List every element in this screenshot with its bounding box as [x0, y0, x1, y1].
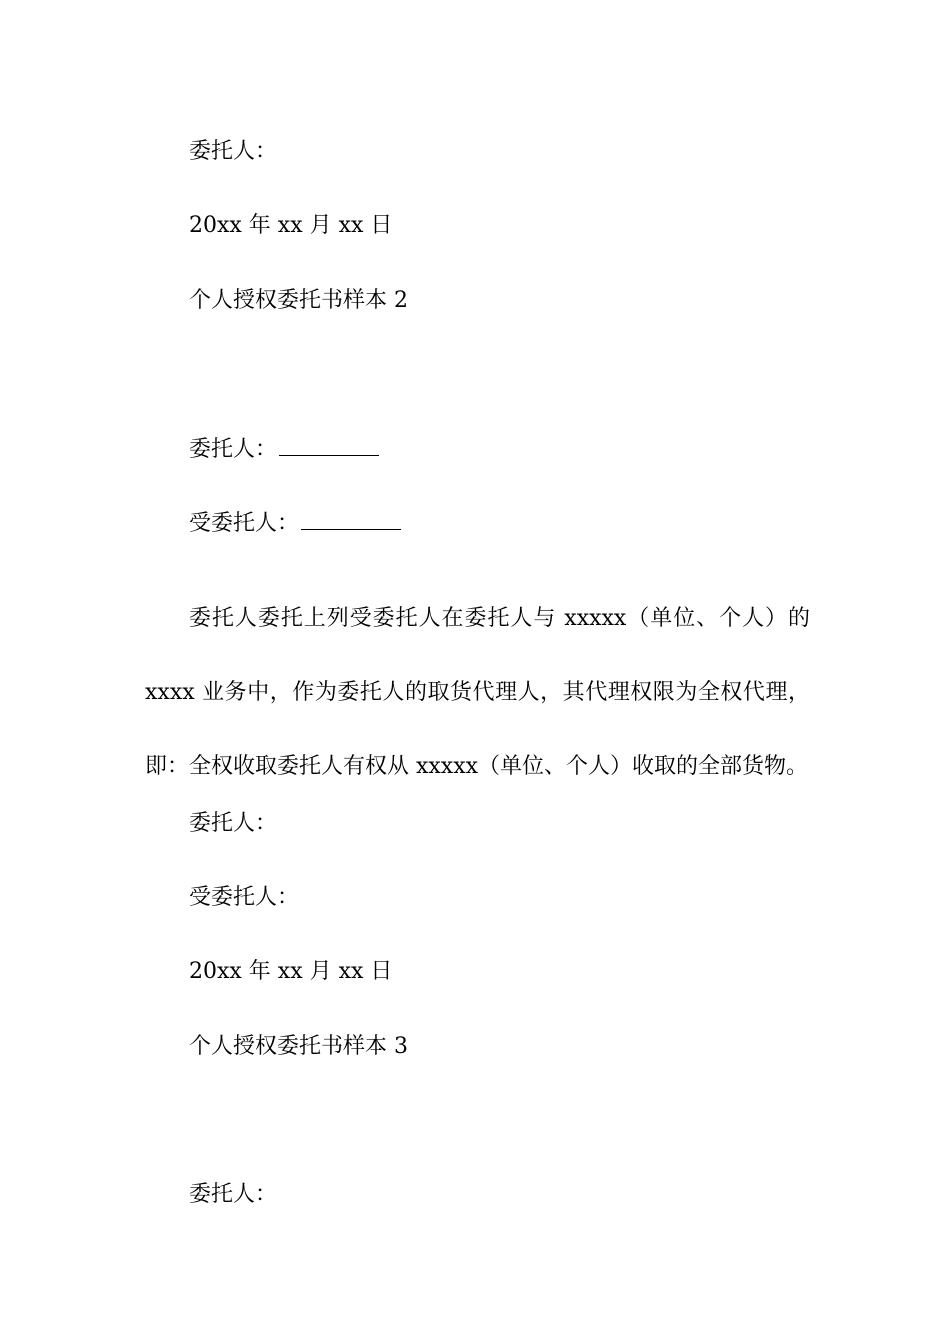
date-line-1: 20xx 年 xx 月 xx 日 — [189, 213, 393, 238]
agent-label-2: 受委托人： — [189, 885, 300, 910]
agent-blank-line — [301, 511, 401, 530]
principal-field-row — [189, 435, 379, 465]
principal-label-1: 委托人： — [189, 139, 278, 164]
agent-label-1: 受委托人： — [189, 511, 300, 536]
authorization-paragraph: 委托人委托上列受委托人在委托人与 xxxxx（单位、个人）的 xxxx 业务中，作为委托人的取货代理人，其代理权限为全权代理，即：全权收取委托人有权从 xxxxx（单位、个人）收取的全部货物。 — [145, 606, 810, 779]
principal-blank-line — [279, 437, 379, 456]
date-line-2: 20xx 年 xx 月 xx 日 — [189, 959, 393, 984]
principal-label-2: 委托人： — [189, 437, 278, 462]
sample-3-heading: 个人授权委托书样本 3 — [189, 1034, 408, 1059]
agent-field-row — [189, 509, 401, 539]
principal-label-3: 委托人： — [189, 811, 278, 836]
principal-label-4: 委托人： — [189, 1182, 278, 1207]
sample-2-heading: 个人授权委托书样本 2 — [189, 288, 408, 313]
